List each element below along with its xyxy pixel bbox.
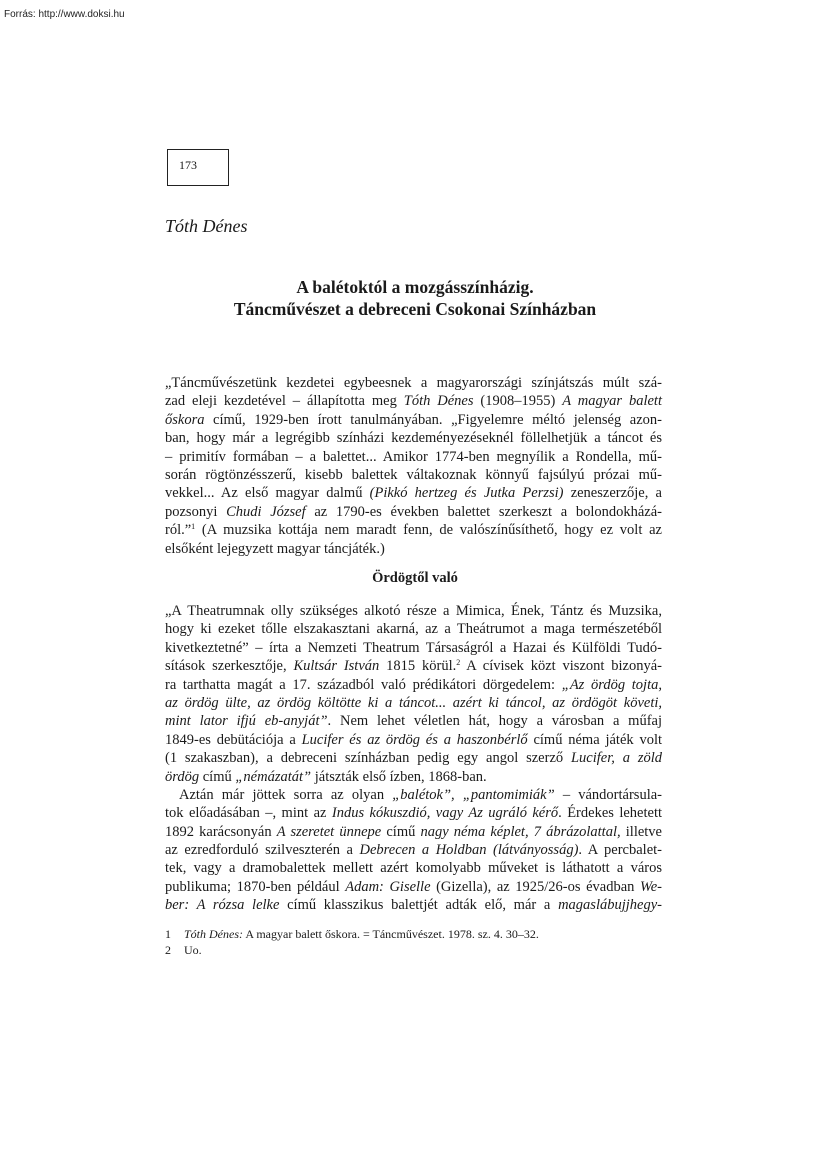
text-line: az ezredforduló szilveszterén a Debrecen a Holdban (látványosság). A percbalet- (165, 842, 662, 859)
author-name: Tóth Dénes (165, 216, 248, 236)
title-line-2: Táncművészet a debreceni Csokonai Színházban (233, 299, 597, 319)
text-line: során rögtönzésszerű, kisebb balettek váltakoznak könnyű fajsúlyú prózai mű- (165, 466, 662, 483)
text-line: kivetkeztetné” – írta a Nemzeti Theatrum Társaságról a Hazai és Külföldi Tudó- (165, 639, 662, 656)
page-number: 173 (179, 158, 197, 172)
text-line: hogy ki ezeket tőlle elszakasztani akarná, az a Theátrumot a maga természetéből (165, 621, 662, 638)
text-line: (1 szakaszban), a debreceni színházban pedig egy angol szerző Lucifer, a zöld (165, 750, 663, 767)
text-line: – primitív formában – a balettet... Amikor 1774-ben megnyílik a Rondella, mű- (165, 448, 662, 465)
text-line: ban, hogy már a legrégibb színházi kezdeményezéseknél föllelhetjük a táncot és (165, 430, 662, 447)
footnote-ref-2: 2 (456, 658, 461, 668)
text-line: ber: A rózsa lelke című klasszikus balettjét adták elő, már a magaslábujjhegy- (165, 897, 662, 914)
text-line: 1892 karácsonyán A szeretet ünnepe című nagy néma képlet, 7 ábrázolattal, illetve (165, 823, 662, 840)
page-number-box (167, 149, 229, 186)
text-line: Aztán már jöttek sorra az olyan „balétok”, „pantomimiák” – vándortársula- (179, 786, 662, 803)
body-paragraphs (165, 602, 662, 915)
text-line: őskora című, 1929-ben írott tanulmányában. „Figyelemre méltó jelenség azon- (165, 411, 662, 428)
text-line: sítások szerkesztője, Kultsár István 1815 körül.$^2$ A cívisek közt viszont bizonyá- (165, 658, 662, 675)
text-line: ra tarthatta magát a 17. századból való prédikátori dörgedelem: „Az ördög tojta, (165, 676, 662, 693)
text-line: „Táncművészetünk kezdetei egybeesnek a magyarországi színjátszás múlt szá- (165, 375, 662, 391)
text-line: mint lator ifjú eb-anyját”. Nem lehet véletlen hát, hogy a városban a műfaj (165, 713, 663, 730)
footnote-ref-1: 1 (191, 522, 196, 532)
text-line: pozsonyi Chudi József az 1790-es években balettet szerkeszt a bolondokházá- (165, 503, 663, 520)
text-line: zad eleji kezdetével – állapította meg Tóth Dénes (1908–1955) A magyar balett (165, 393, 662, 410)
text-line: tek, vagy a dramobalettek mellett azért komolyabb műveket is láthatott a város (165, 860, 662, 877)
text-line: ról.”$^1$ (A muzsika kottája nem maradt fenn, de valószínűsíthető, hogy ez volt az (165, 522, 662, 539)
text-line: ördög című „némázatát” játszták első ízben, 1868-ban. (165, 768, 487, 785)
text-line: publikuma; 1870-ben például Adam: Giselle (Gizella), az 1925/26-os évadban We- (165, 878, 662, 895)
text-line: tok előadásában –, mint az Indus kókuszdió, vagy Az ugráló kérő. Érdekes lehetett (165, 805, 663, 822)
footnotes (165, 926, 662, 958)
footnote-2: 2 Uo. (165, 943, 202, 957)
text-line: 1849-es debütációja a Lucifer és az ördög és a haszonbérlő című néma játék volt (165, 731, 663, 748)
source-label: Forrás: http://www.doksi.hu (4, 9, 125, 20)
footnote-1: 1 Tóth Dénes: A magyar balett őskora. = Táncművészet. 1978. sz. 4. 30–32. (165, 927, 539, 941)
text-line: elsőként lejegyzett magyar táncjáték.) (165, 540, 385, 557)
text-line: az ördög ülte, az ördög költötte ki a táncot... azért ki táncol, az ördögöt követi, (165, 694, 662, 711)
text-line: vekkel... Az első magyar dalmű (Pikkó hertzeg és Jutka Perzsi) zeneszerzője, a (165, 485, 662, 502)
text-line: „A Theatrumnak olly szükséges alkotó része a Mimica, Ének, Tántz és Muzsika, (165, 603, 662, 619)
section-heading: Ördögtől való (372, 570, 458, 586)
intro-paragraph (165, 374, 662, 558)
title-line-1: A balétoktól a mozgásszínházig. (296, 277, 534, 297)
article-title (165, 276, 665, 320)
